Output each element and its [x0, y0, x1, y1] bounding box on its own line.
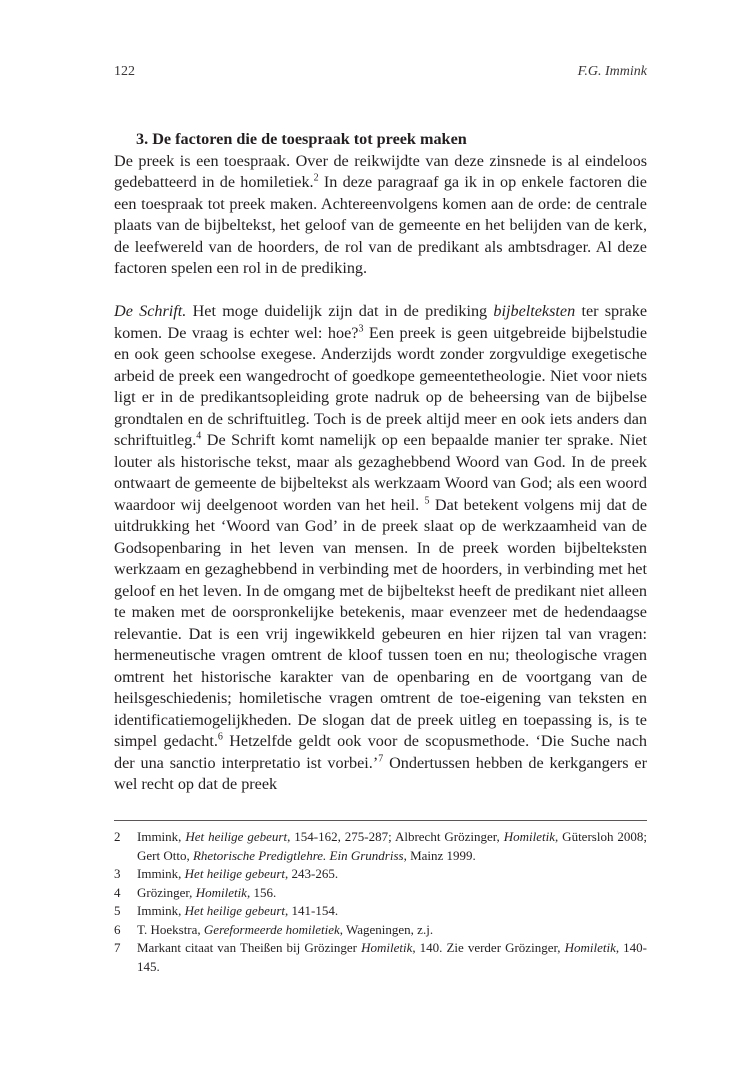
footnote-number: 4 [114, 884, 121, 900]
footnote-ref-5[interactable]: 5 [424, 495, 430, 507]
footnote-ref-3[interactable]: 3 [358, 323, 364, 335]
paragraph-de-schrift: De Schrift. Het moge duidelijk zijn dat in de prediking bijbelteksten ter sprake komen. De vraag is echter wel: hoe?$^3$ Een preek is geen uitgebreide bijbelstudie en ook geen schoolse exegese. Anderzijds wordt zonder zorgvuldige exegetische arbeid de preek een wangedrocht of goedkope gemeentetheologie. Niet voor niets ligt er in de predikantsopleiding grote nadruk op de beheersing van de bijbelse grondtalen en de schriftuitleg. Toch is de preek altijd meer en ook iets anders dan schriftuitleg.$^4$ De Schrift komt namelijk op een bepaalde manier ter sprake. Niet louter als historische tekst, maar als gezaghebbend Woord van God. In de preek ontwaart de gemeente de bijbeltekst als werkzaam Woord van God; als een woord waardoor wij deelgenoot worden van het heil. $^5$ Dat betekent volgens mij dat de uitdrukking het ‘Woord van God’ in de preek slaat op de werkzaamheid van de Godsopenbaring in het leven van mensen. In de preek worden bijbelteksten werkzaam en gezaghebbend in verbinding met de hoorders, in verbinding met het geloof en het leven. In de omgang met de bijbeltekst heeft de predikant niet alleen te maken met de oorspronkelijke betekenis, maar evenzeer met de hedendaagse relevantie. Dat is een vrij ingewikkeld gebeuren en hier rijzen tal van vragen: hermeneutische vragen omtrent de kloof tussen toen en nu; theologische vragen omtrent het historische karakter van de openbaring en de voortgang van de heilsgeschiedenis; homiletische vragen omtrent de toe-eigening van teksten en identificatiemogelijkheden. De slogan dat de preek uitleg en toepassing is, is te simpel gedacht.$^6$ Hetzelfde geldt ook voor de scopusmethode. ‘Die Suche nach der una sanctio interpretatio ist vorbei.’$^7$ Ondertussen hebben de kerkgangers er wel recht op dat de preek [114, 302, 648, 793]
footnote-text: Grözinger, Homiletik, 156. [137, 884, 277, 900]
footnote-2 [114, 828, 647, 865]
run-in-heading: De Schrift. [114, 302, 187, 320]
footnote-text: Immink, Het heilige gebeurt, 243-265. [137, 866, 339, 881]
footnotes [114, 828, 647, 976]
footnote-text: Markant citaat van Theißen bij Grözinger Homiletik, 140. Zie verder Grözinger, Homiletik, 140-145. [137, 940, 647, 974]
footnote-ref-2[interactable]: 2 [313, 172, 319, 184]
footnote-5 [114, 902, 647, 921]
footnote-number: 6 [114, 921, 121, 937]
footnote-number: 7 [114, 940, 121, 955]
main-text [114, 129, 647, 796]
footnote-number: 5 [114, 903, 121, 918]
footnote-ref-7[interactable]: 7 [378, 753, 384, 765]
section-heading: 3. De factoren die de toespraak tot preek maken [136, 130, 467, 148]
footnote-4 [114, 884, 647, 903]
footnote-ref-6[interactable]: 6 [217, 731, 223, 743]
running-author: F.G. Immink [577, 64, 647, 79]
page-number: 122 [114, 64, 135, 79]
paragraph-intro: De preek is een toespraak. Over de reikwijdte van deze zinsnede is al eindeloos gedebatteerd in de homiletiek.$^2$ In deze paragraaf ga ik in op enkele factoren die een toespraak tot preek maken. Achtereenvolgens komen aan de orde: de centrale plaats van de bijbeltekst, het geloof van de gemeente en het belijden van de kerk, de leefwereld van de hoorders, de rol van de predikant als ambtsdrager. Al deze factoren spelen een rol in de prediking. [114, 151, 647, 277]
footnote-3 [114, 865, 647, 884]
footnote-7 [114, 939, 647, 976]
footnote-text: T. Hoekstra, Gereformeerde homiletiek, Wageningen, z.j. [137, 921, 434, 937]
footnote-ref-4[interactable]: 4 [196, 430, 202, 442]
footnote-text: Immink, Het heilige gebeurt, 154-162, 275-287; Albrecht Grözinger, Homiletik, Gütersloh 2008; Gert Otto, Rhetorische Predigtlehre. Ein Grundriss, Mainz 1999. [137, 829, 648, 863]
footnote-divider [114, 820, 647, 821]
footnote-number: 2 [114, 829, 121, 844]
footnote-text: Immink, Het heilige gebeurt, 141-154. [137, 903, 339, 918]
footnote-number: 3 [114, 866, 121, 881]
footnote-6 [114, 921, 647, 940]
